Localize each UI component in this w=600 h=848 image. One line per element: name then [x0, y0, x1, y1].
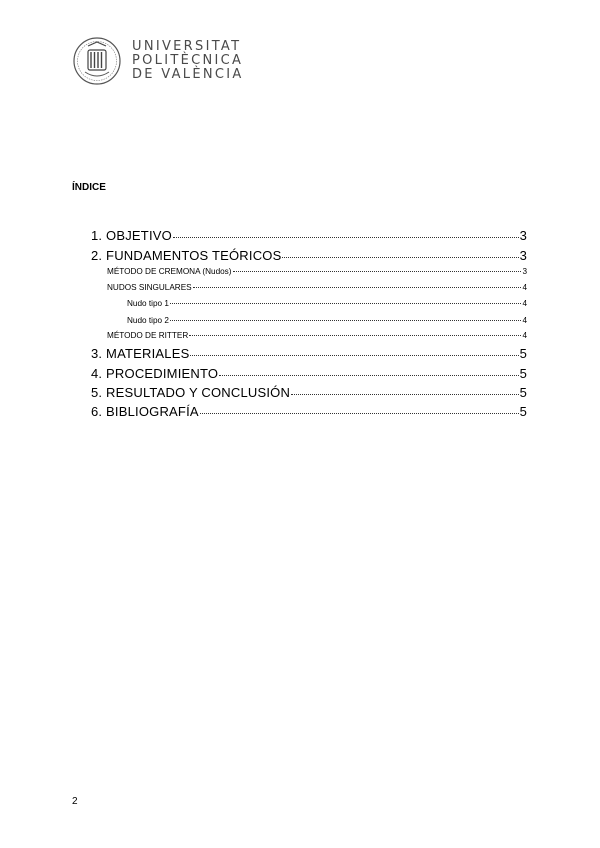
- toc-entry-materiales[interactable]: [91, 346, 527, 361]
- toc-entry-procedimiento[interactable]: [91, 366, 527, 381]
- toc-entry-nudos-singulares[interactable]: [107, 283, 527, 292]
- toc-entry-page: 5: [519, 385, 527, 400]
- toc-leader-dots: [193, 287, 522, 288]
- toc-entry-label: 6. BIBLIOGRAFÍA: [91, 404, 199, 419]
- toc-leader-dots: [170, 303, 522, 304]
- toc-entry-page: 3: [522, 267, 527, 276]
- toc-entry-label: 4. PROCEDIMIENTO: [91, 366, 219, 381]
- university-name-line3: DE VALÈNCIA: [132, 67, 244, 82]
- toc-entry-label: MÉTODO DE CREMONA (Nudos): [107, 267, 232, 276]
- toc-leader-dots: [170, 320, 522, 321]
- toc-entry-resultado[interactable]: [91, 385, 527, 400]
- toc-leader-dots: [219, 375, 518, 376]
- toc-leader-dots: [173, 237, 519, 238]
- toc-entry-nudo-tipo-1[interactable]: [127, 299, 527, 308]
- toc-entry-ritter[interactable]: [107, 331, 527, 340]
- toc-entry-nudo-tipo-2[interactable]: [127, 316, 527, 325]
- toc-entry-label: Nudo tipo 1: [127, 299, 169, 308]
- toc-entry-bibliografia[interactable]: [91, 404, 527, 419]
- university-logo: [72, 34, 244, 88]
- toc-entry-page: 4: [522, 299, 527, 308]
- toc-leader-dots: [200, 413, 519, 414]
- toc-entry-label: 5. RESULTADO Y CONCLUSIÓN: [91, 385, 291, 400]
- university-seal-icon: [72, 34, 122, 88]
- toc-leader-dots: [189, 335, 521, 336]
- toc-leader-dots: [291, 394, 518, 395]
- toc-entry-cremona[interactable]: [107, 267, 527, 276]
- toc-entry-label: MÉTODO DE RITTER: [107, 331, 189, 340]
- toc-entry-objetivo[interactable]: [91, 228, 527, 243]
- toc-entry-label: NUDOS SINGULARES: [107, 283, 192, 292]
- toc-entry-page: 4: [522, 283, 527, 292]
- toc-entry-label: Nudo tipo 2: [127, 316, 169, 325]
- toc-leader-dots: [190, 355, 518, 356]
- toc-entry-page: 4: [522, 331, 527, 340]
- toc-entry-page: 3: [519, 248, 527, 263]
- university-name-line2: POLITÈCNICA: [132, 53, 244, 68]
- page-number: 2: [72, 796, 78, 807]
- index-heading: ÍNDICE: [72, 182, 106, 193]
- toc-entry-page: 4: [522, 316, 527, 325]
- toc-entry-label: 2. FUNDAMENTOS TEÓRICOS: [91, 248, 282, 263]
- toc-entry-page: 5: [519, 346, 527, 361]
- toc-entry-fundamentos[interactable]: [91, 248, 527, 263]
- toc-entry-page: 5: [519, 404, 527, 419]
- toc-entry-label: 1. OBJETIVO: [91, 228, 172, 243]
- university-name: [132, 40, 244, 82]
- university-name-line1: UNIVERSITAT: [132, 39, 242, 54]
- toc-leader-dots: [233, 271, 522, 272]
- toc-entry-page: 3: [519, 228, 527, 243]
- toc-leader-dots: [282, 257, 518, 258]
- toc-entry-label: 3. MATERIALES: [91, 346, 190, 361]
- toc-entry-page: 5: [519, 366, 527, 381]
